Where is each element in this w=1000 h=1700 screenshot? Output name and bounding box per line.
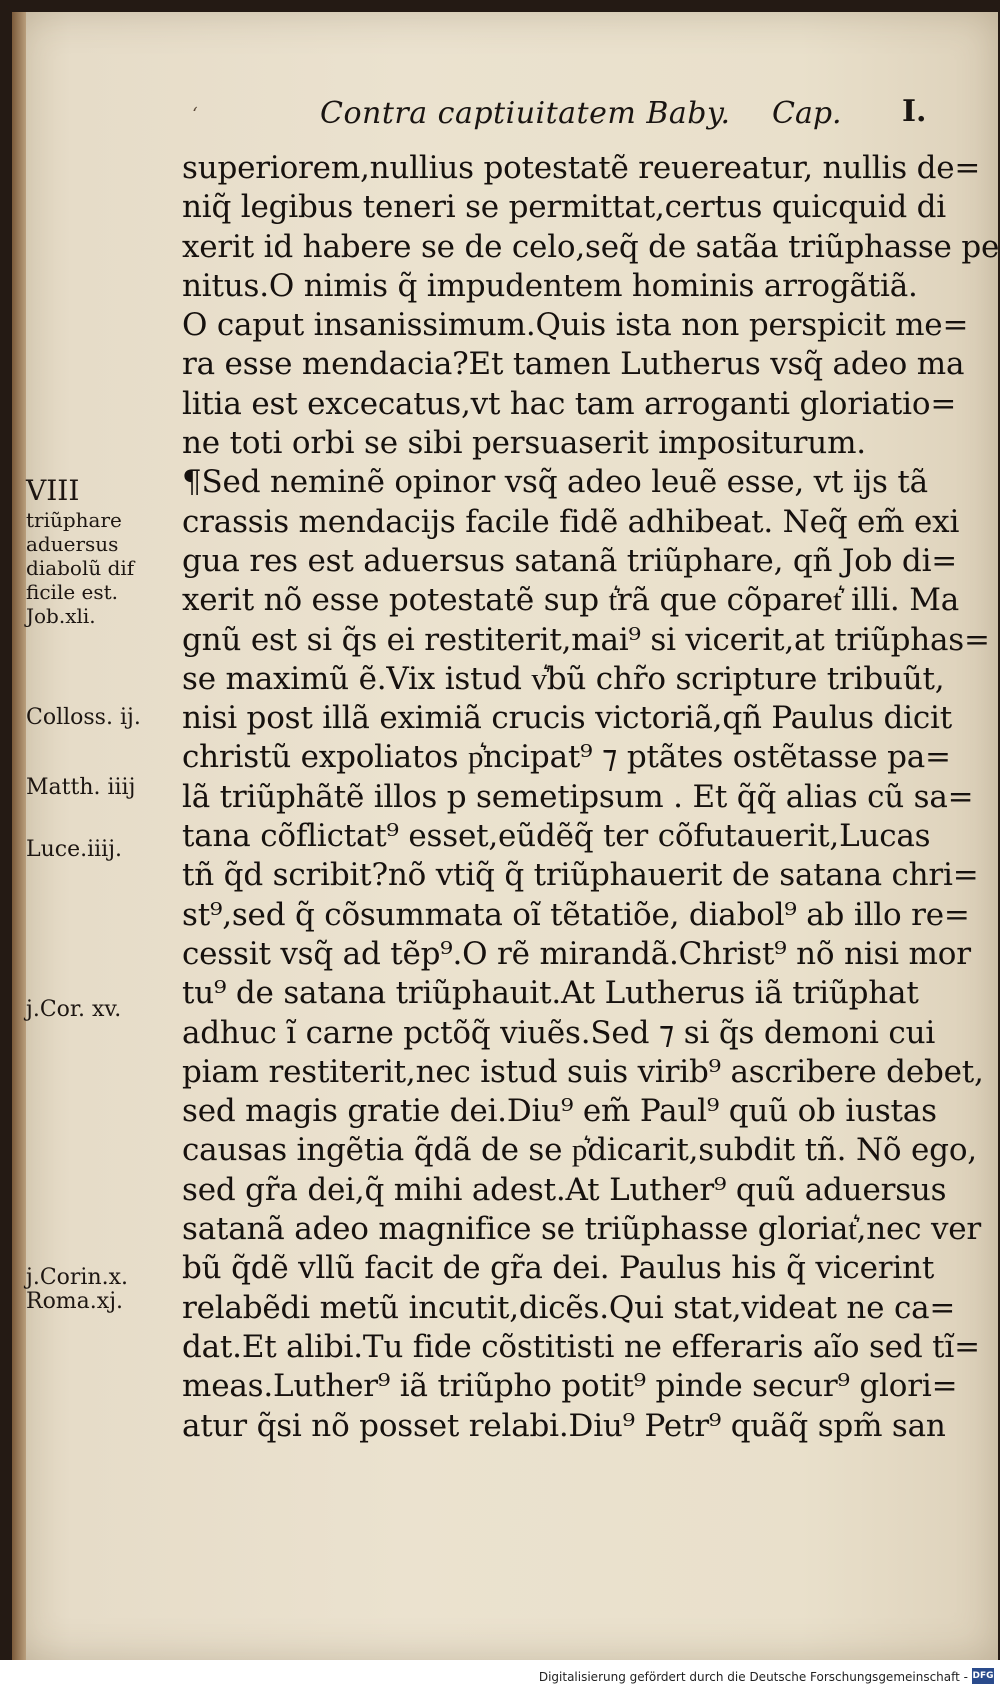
margin-note-corinthians [26,998,182,1022]
text-line: adhuc ĩ carne pctõq̃ viuẽs.Sed ⁊ si q̃s demoni cui [182,1014,936,1051]
text-line: superiorem,nullius potestatẽ reuereatur, nullis de= [182,150,981,186]
text-line: niq̃ legibus teneri se permittat,certus quicquid di [182,189,946,226]
text-line: st⁹,sed q̃ cõsummata oĩ tẽtatiõe, diabol⁹ ab illo re= [182,896,970,933]
text-line: tana cõflictat⁹ esset,eũdẽq̃ ter cõfutauerit,Lucas [182,818,931,855]
text-line: cessit vsq̃ ad tẽp⁹.O rẽ mirandã.Christ⁹ nõ nisi mor [182,935,971,972]
text-line: atur q̃si nõ posset relabi.Diu⁹ Petr⁹ quãq̃ spm̃ san [182,1407,946,1444]
margin-note-triumph [26,474,182,628]
body-text-block [182,149,1000,1446]
running-header [192,82,942,142]
page-binding-edge [12,12,26,1660]
margin-note-line: diabolũ dif [26,556,135,580]
margin-note-luke [26,838,182,862]
margin-note-line: ficile est. [26,580,119,604]
margin-note-line: Matth. iiij [26,775,136,800]
text-line: tu⁹ de satana triũphauit.At Lutherus iã triũphat [182,975,919,1012]
text-line: piam restiterit,nec istud suis virib⁹ ascribere debet, [182,1053,984,1090]
text-line: nitus.O nimis q̃ impudentem hominis arrogãtiã. [182,267,918,304]
text-line: crassis mendacijs facile fidẽ adhibeat. Neq̃ em̃ exi [182,503,960,540]
margin-note-line: j.Cor. xv. [26,997,122,1022]
dfg-logo: DFG [972,1668,994,1684]
margin-note-colossians [26,706,182,730]
text-line: causas ingẽtia q̃dã de se p͛dicarit,subdit tñ. Nõ ego, [182,1132,977,1169]
margin-note-line: Job.xli. [26,604,96,628]
margin-note-line: VIII [26,474,80,507]
text-line: christũ expoliatos p͛ncipat⁹ ⁊ ptãtes ostẽtasse pa= [182,739,951,776]
chapter-label: Cap. [772,96,842,131]
funding-credit: Digitalisierung gefördert durch die Deutsche Forschungsgemeinschaft - [538,1670,968,1684]
text-line: gua res est aduersus satanã triũphare, qñ Job di= [182,542,958,579]
text-line: nisi post illã eximiã crucis victoriã,qñ Paulus dicit [182,700,953,737]
text-line: lã triũphãtẽ illos p semetipsum . Et q̃q̃ alias cũ sa= [182,778,974,815]
text-line: gnũ est si q̃s ei restiterit,mai⁹ si vicerit,at triũphas= [182,621,990,658]
text-line: xerit id habere se de celo,seq̃ de satãa triũphasse pe [182,228,1000,265]
header-mark: ʻ [192,104,198,125]
text-line: sed magis gratie dei.Diu⁹ em̃ Paul⁹ quũ ob iustas [182,1093,937,1130]
running-title: Contra captiuitatem Baby. [320,96,731,131]
text-line: ra esse mendacia?Et tamen Lutherus vsq̃ adeo ma [182,346,965,383]
text-line: O caput insanissimum.Quis ista non perspicit me= [182,307,969,344]
margin-note-line: j.Corin.x. [26,1265,129,1290]
text-line: tñ q̃d scribit?nõ vtiq̃ q̃ triũphauerit de satana chri= [182,857,979,894]
margin-note-line: Colloss. ij. [26,705,141,730]
text-line: ne toti orbi se sibi persuaserit impositurum. [182,425,866,462]
margin-note-line: Roma.xj. [26,1289,124,1314]
text-line: meas.Luther⁹ iã triũpho potit⁹ pinde secur⁹ glori= [182,1368,958,1405]
book-page [12,12,998,1660]
text-line: sed gr̃a dei,q̃ mihi adest.At Luther⁹ quũ aduersus [182,1171,947,1208]
margin-note-corinthians-romans [26,1266,182,1314]
text-line: dat.Et alibi.Tu fide cõstitisti ne efferaris aĩo sed tĩ= [182,1328,980,1365]
text-line: litia est excecatus,vt hac tam arroganti gloriatio= [182,385,957,422]
margin-note-line: Luce.iiij. [26,837,123,862]
text-line: xerit nõ esse potestatẽ sup t͛rã que cõparet͛ illi. Ma [182,582,960,619]
margin-note-line: triũphare [26,508,122,532]
text-line: satanã adeo magnifice se triũphasse gloriat͛,nec ver [182,1211,982,1248]
margin-note-matthew [26,776,182,800]
chapter-number: I. [902,94,927,129]
margin-note-line: aduersus [26,532,119,556]
digitization-footer [0,1660,1000,1700]
text-line: relabẽdi metũ incutit,dicẽs.Qui stat,videat ne ca= [182,1289,956,1326]
text-line: bũ q̃dẽ vllũ facit de gr̃a dei. Paulus his q̃ vicerint [182,1250,935,1287]
text-line: se maximũ ẽ.Vix istud v͛bũ chr̃o scripture tribuũt, [182,660,945,697]
text-line: ¶Sed neminẽ opinor vsq̃ adeo leuẽ esse, vt ijs tã [182,464,928,501]
